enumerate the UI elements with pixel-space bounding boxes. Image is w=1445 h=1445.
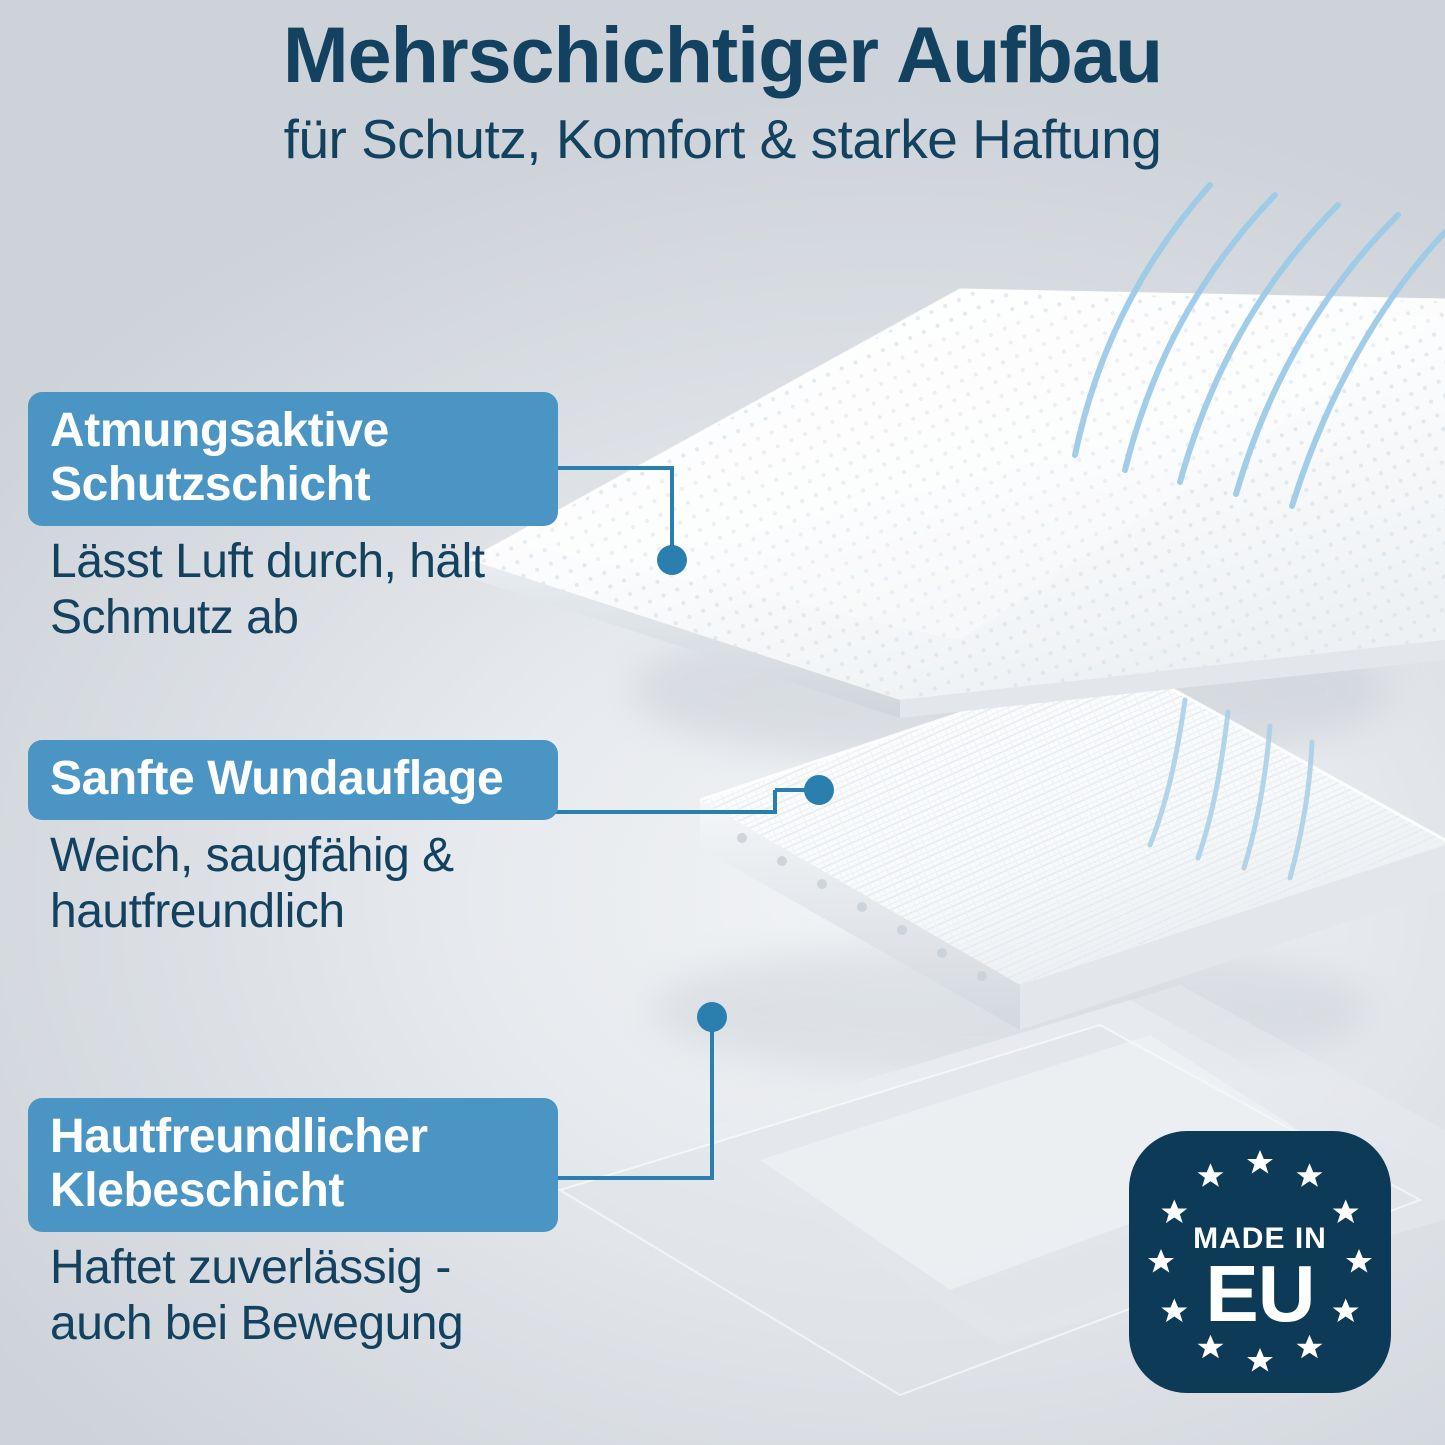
- callout-chip-breathable-layer: Atmungsaktive Schutzschicht: [28, 392, 558, 526]
- callout-desc-adhesive-layer: Haftet zuverlässig - auch bei Bewegung: [50, 1240, 464, 1351]
- callout-breathable-layer: [28, 392, 558, 647]
- header: [0, 10, 1445, 171]
- callout-adhesive-layer: [28, 1098, 558, 1353]
- badge-line-top: MADE IN: [1193, 1222, 1327, 1255]
- page-subtitle: für Schutz, Komfort & starke Haftung: [283, 107, 1162, 170]
- page-title: Mehrschichtiger Aufbau: [282, 10, 1163, 99]
- callout-chip-wound-pad: Sanfte Wundauflage: [28, 740, 558, 820]
- top-protective-layer: [470, 290, 1445, 718]
- callout-chip-adhesive-layer: Hautfreundlicher Klebeschicht: [28, 1098, 558, 1232]
- made-in-eu-badge: [1129, 1131, 1391, 1393]
- callout-desc-breathable-layer: Lässt Luft durch, hält Schmutz ab: [50, 534, 485, 645]
- eu-badge-icon: [1129, 1131, 1391, 1393]
- badge-line-main: EU: [1205, 1249, 1315, 1338]
- callout-wound-pad: [28, 740, 558, 941]
- callout-desc-wound-pad: Weich, saugfähig & hautfreundlich: [50, 828, 454, 939]
